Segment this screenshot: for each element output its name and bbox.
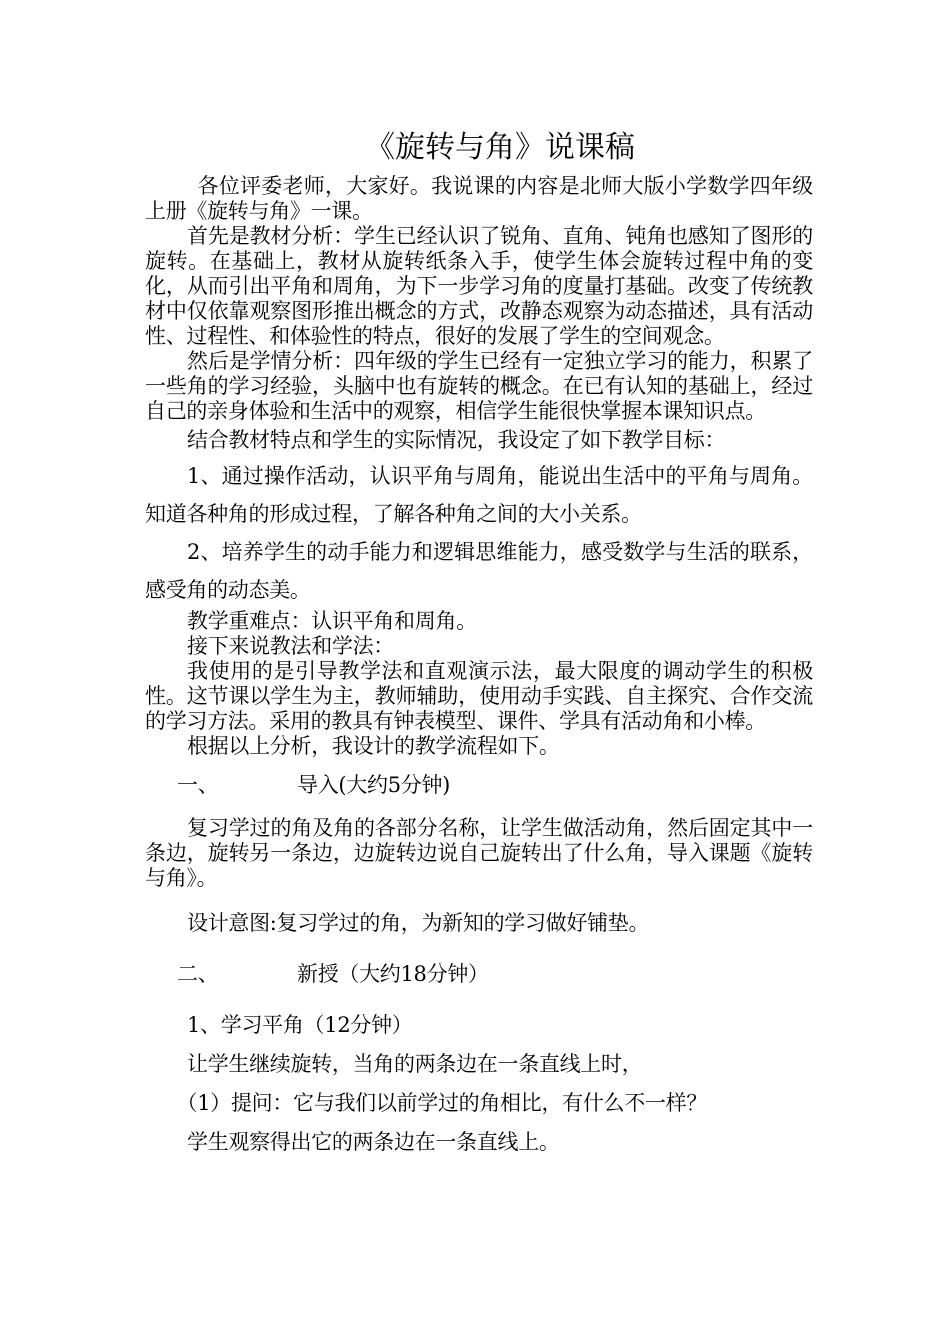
document-title: 《旋转与角》说课稿: [365, 130, 635, 165]
paragraph-design-intent: 设计意图:复习学过的角，为新知的学习做好铺垫。: [187, 911, 650, 935]
paragraph-methods-intro: 接下来说教法和学法：: [187, 634, 394, 658]
paragraph-review: 复习学过的角及角的各部分名称，让学生做活动角，然后固定其中一条边，旋转另一条边，边旋转边说自己旋转出了什么角，导入课题《旋转与角》。: [145, 816, 813, 890]
section-label: 新授（大约18分钟）: [297, 962, 489, 986]
document-body: [145, 174, 813, 1155]
paragraph-methods: 我使用的是引导教学法和直观演示法，最大限度的调动学生的积极性。这节课以学生为主，教师辅助，使用动手实践、自主探究、合作交流的学习方法。采用的教具有钟表模型、课件、学具有活动角和小棒。: [145, 659, 813, 733]
paragraph-straight-angle-heading: 1、学习平角（12分钟）: [187, 1013, 413, 1037]
paragraph-observation: 学生观察得出它的两条边在一条直线上。: [187, 1130, 560, 1154]
paragraph-greeting: 各位评委老师，大家好。我说课的内容是北师大版小学数学四年级上册《旋转与角》一课。: [145, 174, 813, 223]
paragraph-flow-intro: 根据以上分析，我设计的教学流程如下。: [187, 734, 560, 758]
paragraph-goals-intro: 结合教材特点和学生的实际情况，我设定了如下教学目标：: [187, 428, 726, 452]
paragraph-goal-1: 1、通过操作活动，认识平角与周角，能说出生活中的平角与周角。知道各种角的形成过程，了解各种角之间的大小关系。: [145, 464, 813, 526]
paragraph-student-analysis: 然后是学情分析：四年级的学生已经有一定独立学习的能力，积累了一些角的学习经验，头脑中也有旋转的概念。在已有认知的基础上，经过自己的亲身体验和生活中的观察，相信学生能很快掌握本课知识点。: [145, 349, 813, 423]
section-heading-intro: [145, 773, 813, 798]
section-number: 一、: [177, 773, 219, 797]
paragraph-textbook-analysis: 首先是教材分析：学生已经认识了锐角、直角、钝角也感知了图形的旋转。在基础上，教材从旋转纸条入手，使学生体会旋转过程中角的变化，从而引出平角和周角，为下一步学习角的度量打基础。改变了传统教材中仅依靠观察图形推出概念的方式，改静态观察为动态描述，具有活动性、过程性、和体验性的特点，很好的发展了学生的空间观念。: [145, 224, 813, 348]
paragraph-continue-rotating: 让学生继续旋转，当角的两条边在一条直线上时，: [187, 1052, 643, 1076]
paragraph-key-points: 教学重难点：认识平角和周角。: [187, 609, 477, 633]
section-number: 二、: [177, 962, 219, 986]
section-heading-new-lesson: [145, 962, 813, 987]
paragraph-goal-2: 2、培养学生的动手能力和逻辑思维能力，感受数学与生活的联系，感受角的动态美。: [145, 540, 813, 602]
paragraph-question: （1）提问：它与我们以前学过的角相比，有什么不一样？: [176, 1091, 708, 1115]
section-label: 导入(大约5分钟): [297, 773, 451, 797]
